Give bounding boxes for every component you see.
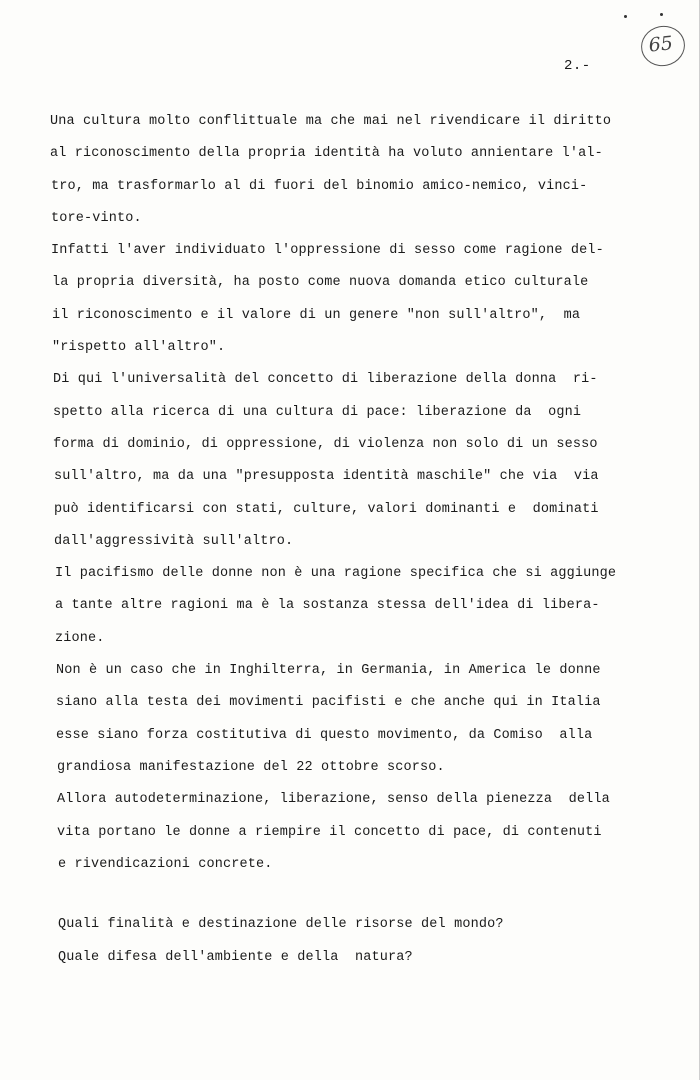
question-line: Quale difesa dell'ambiente e della natura? xyxy=(58,950,413,965)
text-line: grandiosa manifestazione del 22 ottobre scorso. xyxy=(57,759,445,775)
text-line: Una cultura molto conflittuale ma che mai nel rivendicare il diritto xyxy=(50,114,612,129)
text-line: può identificarsi con stati, culture, valori dominanti e dominati xyxy=(54,501,599,517)
text-line: spetto alla ricerca di una cultura di pace: liberazione da ogni xyxy=(53,404,582,420)
ink-speck xyxy=(660,13,663,16)
text-line: a tante altre ragioni ma è la sostanza stessa dell'idea di libera- xyxy=(55,598,600,614)
ink-speck xyxy=(624,15,627,18)
closing-questions xyxy=(58,908,658,974)
text-line: la propria diversità, ha posto come nuova domanda etico culturale xyxy=(52,275,589,291)
text-line: vita portano le donne a riempire il concetto di pace, di contenuti xyxy=(57,824,602,840)
text-line: tro, ma trasformarlo al di fuori del binomio amico-nemico, vinci- xyxy=(51,178,588,194)
text-line: al riconoscimento della propria identità ha voluto annientare l'al- xyxy=(50,146,603,162)
text-line: esse siano forza costitutiva di questo movimento, da Comiso alla xyxy=(56,727,593,743)
text-line: zione. xyxy=(55,630,105,646)
text-line: sull'altro, ma da una "presupposta identità maschile" che via via xyxy=(54,469,599,485)
page-number: 2.- xyxy=(564,58,591,74)
text-line: e rivendicazioni concrete. xyxy=(58,856,273,872)
question-line: Quali finalità e destinazione delle risorse del mondo? xyxy=(58,917,504,932)
text-line: il riconoscimento e il valore di un genere "non sull'altro", ma xyxy=(52,307,581,323)
text-line: Infatti l'aver individuato l'oppressione di sesso come ragione del- xyxy=(51,243,604,259)
text-line: dall'aggressività sull'altro. xyxy=(54,533,294,549)
archive-stamp xyxy=(637,22,688,70)
text-line: forma di dominio, di oppressione, di violenza non solo di un sesso xyxy=(53,436,598,452)
text-line: Il pacifismo delle donne non è una ragione specifica che si aggiunge xyxy=(55,566,617,582)
text-line: tore-vinto. xyxy=(51,210,142,226)
text-line: siano alla testa dei movimenti pacifisti e che anche qui in Italia xyxy=(56,695,601,711)
text-line: Allora autodeterminazione, liberazione, senso della pienezza della xyxy=(57,792,610,808)
archive-stamp-number: 65 xyxy=(647,32,674,57)
text-line: "rispetto all'altro". xyxy=(52,340,226,356)
body-text xyxy=(50,106,650,881)
text-line: Non è un caso che in Inghilterra, in Germania, in America le donne xyxy=(56,663,601,679)
text-line: Di qui l'universalità del concetto di liberazione della donna ri- xyxy=(53,372,598,388)
